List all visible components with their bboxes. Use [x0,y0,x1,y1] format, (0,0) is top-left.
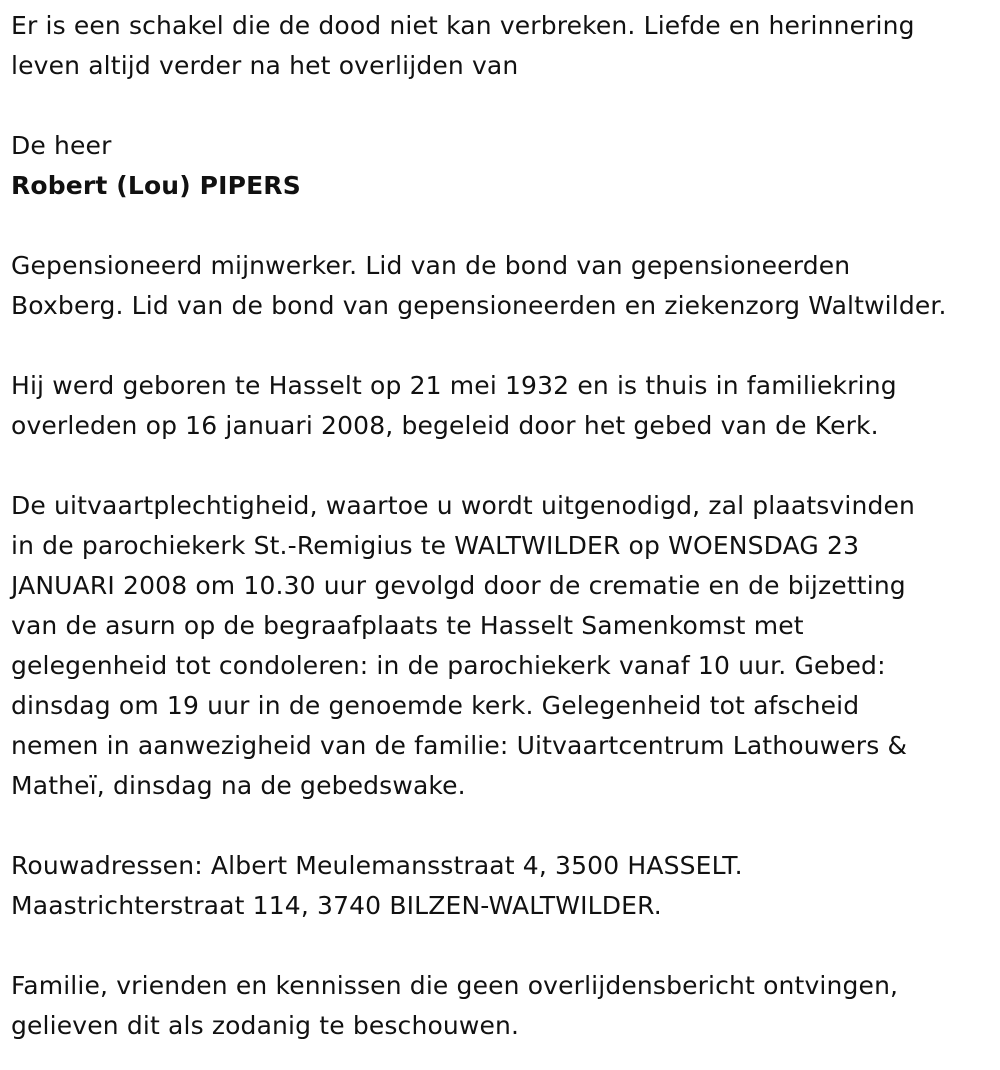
mourning-addresses-text: Rouwadressen: Albert Meulemansstraat 4, 3500 HASSELT. Maastrichterstraat 114, 3740 BILZEN-WALTWILDER. [11,851,743,920]
occupation-text: Gepensioneerd mijnwerker. Lid van de bond van gepensioneerden Boxberg. Lid van de bond van gepensioneerden en ziekenzorg Waltwilder. [11,251,947,320]
closing-text: Familie, vrienden en kennissen die geen overlijdensbericht ontvingen, gelieven dit als zodanig te beschouwen. [11,971,899,1040]
funeral-details-text: De uitvaartplechtigheid, waartoe u wordt uitgenodigd, zal plaatsvinden in de parochiekerk St.-Remigius te WALTWILDER op WOENSDAG 23 JANUARI 2008 om 10.30 uur gevolgd door de crematie en de bijzetting van de asurn op de begraafplaats te Hasselt Samenkomst met gelegenheid tot condoleren: in de parochiekerk vanaf 10 uur. Gebed: dinsdag om 19 uur in de genoemde kerk. Gelegenheid tot afscheid nemen in aanwezigheid van de familie: Uitvaartcentrum Lathouwers & Matheï, dinsdag na de gebedswake. [11,491,916,800]
deceased-name: Robert (Lou) PIPERS [11,171,301,200]
life-dates-text: Hij werd geboren te Hasselt op 21 mei 1932 en is thuis in familiekring overleden op 16 januari 2008, begeleid door het gebed van de Kerk. [11,371,897,440]
salutation: De heer [11,131,112,160]
intro-text: Er is een schakel die de dood niet kan verbreken. Liefde en herinnering leven altijd verder na het overlijden van [11,11,915,80]
